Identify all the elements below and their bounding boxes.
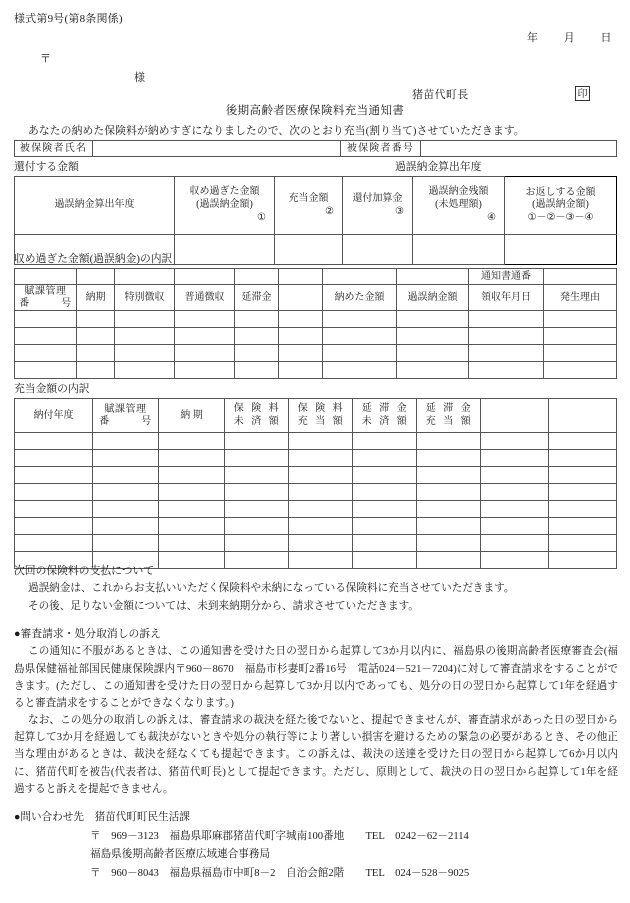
refund-header-remaining: 過誤納金残額 (未処理額) ④ (413, 177, 505, 235)
table-header-row (15, 399, 617, 433)
cell[interactable] (289, 535, 353, 552)
cell[interactable] (544, 328, 617, 345)
cell[interactable] (549, 450, 617, 467)
cell[interactable] (353, 467, 417, 484)
cell[interactable] (417, 484, 481, 501)
cell[interactable] (225, 535, 289, 552)
next-payment-paragraph-2: その後、足りない金額については、未到来納期分から、請求させていただきます。 (28, 600, 419, 612)
allocation-table (14, 398, 617, 569)
spacer-cell (15, 269, 77, 285)
postal-mark-icon: 〒 (90, 867, 101, 879)
cell[interactable] (397, 328, 469, 345)
table-row (15, 518, 617, 535)
cell[interactable] (549, 501, 617, 518)
cell[interactable] (289, 484, 353, 501)
cell[interactable] (115, 311, 175, 328)
cell[interactable] (93, 467, 159, 484)
cell[interactable] (289, 450, 353, 467)
insured-person-table-wrap (14, 140, 616, 157)
refund-value-returned[interactable] (505, 235, 617, 265)
contact-zip-2: 960－8043 (111, 867, 159, 879)
cell[interactable] (323, 362, 397, 379)
spacer-cell (115, 269, 175, 285)
next-payment-heading: 次回の保険料の支払について (14, 565, 155, 577)
date-day-label: 日 (600, 32, 612, 44)
cell[interactable] (77, 362, 115, 379)
cell[interactable] (15, 535, 93, 552)
cell[interactable] (115, 345, 175, 362)
cell[interactable] (15, 328, 77, 345)
contact-section (14, 809, 618, 883)
appeal-paragraph-2: なお、この処分の取消しの訴えは、審査請求の裁決を経た後でないと、提起できませんが、審査請求があった日の翌日から起算して3か月を経過しても裁決がないときや処分の執行等により著しい損害を避けるための緊急の必要があるとき、その他正当な理由があるときは、裁決を経なくても提起できます。この訴えは、裁決の送達を受けた日の翌日から起算して6か月以内に、猪苗代町を被告(代表者は、猪苗代町長)として提起できます。ただし、原則として、裁決の日の翌日から起算して1年を経過すると訴えを提起できません。 (14, 715, 618, 795)
cell[interactable] (93, 518, 159, 535)
overpaid-header-reason: 発生理由 (544, 285, 617, 311)
date-year-label: 年 (527, 32, 539, 44)
allocation-table-wrap (14, 398, 616, 569)
cell[interactable] (353, 433, 417, 450)
overpaid-header-arrears: 延滞金 (235, 285, 279, 311)
table-row (15, 450, 617, 467)
cell[interactable] (353, 501, 417, 518)
contact-office-row-2 (14, 846, 618, 865)
cell[interactable] (353, 450, 417, 467)
cell[interactable] (323, 311, 397, 328)
cell[interactable] (481, 467, 549, 484)
cell[interactable] (417, 450, 481, 467)
table-row (15, 141, 617, 157)
allocation-header-blank-1 (481, 399, 549, 433)
contact-address-1: 福島県耶麻郡猪苗代町字城南100番地 (169, 830, 345, 842)
cell[interactable] (469, 328, 544, 345)
document-title: 後期高齢者医療保険料充当通知書 (225, 105, 405, 117)
cell[interactable] (353, 518, 417, 535)
table-header-row (15, 285, 617, 311)
cell[interactable] (549, 518, 617, 535)
cell[interactable] (481, 433, 549, 450)
cell[interactable] (159, 450, 225, 467)
overpaid-header-blank (279, 285, 323, 311)
refund-value-remaining[interactable] (413, 235, 505, 265)
cell[interactable] (544, 362, 617, 379)
cell[interactable] (417, 501, 481, 518)
spacer-cell (235, 269, 279, 285)
table-row (15, 328, 617, 345)
cell[interactable] (279, 328, 323, 345)
cell[interactable] (397, 345, 469, 362)
form-code: 様式第9号(第8条関係) (14, 13, 123, 25)
refund-header-returned: お返しする金額 (過誤納金額) ①－②－③－④ (505, 177, 617, 235)
allocation-header-premium-allocated: 保 険 料 充 当 額 (289, 399, 353, 433)
overpaid-header-due-date: 納期 (77, 285, 115, 311)
issuer-name: 猪苗代町長 (412, 89, 469, 101)
cell[interactable] (93, 535, 159, 552)
allocation-header-arrears-allocated: 延 滞 金 充 当 額 (417, 399, 481, 433)
cell[interactable] (159, 518, 225, 535)
cell[interactable] (481, 450, 549, 467)
insured-name-value[interactable] (93, 141, 341, 157)
table-row (15, 311, 617, 328)
cell[interactable] (15, 433, 93, 450)
cell[interactable] (15, 501, 93, 518)
cell[interactable] (159, 433, 225, 450)
date-month-label: 月 (563, 32, 576, 44)
cell[interactable] (289, 433, 353, 450)
next-payment-section (14, 563, 618, 615)
refund-section-caption: 還付する金額 (14, 161, 79, 173)
table-row (15, 433, 617, 450)
overpaid-header-receipt-date: 領収年月日 (469, 285, 544, 311)
cell[interactable] (481, 535, 549, 552)
cell[interactable] (77, 311, 115, 328)
cell[interactable] (481, 484, 549, 501)
addressee-honorific: 様 (134, 72, 145, 84)
cell[interactable] (323, 345, 397, 362)
cell[interactable] (549, 484, 617, 501)
allocation-header-arrears-unpaid: 延 滞 金 未 済 額 (353, 399, 417, 433)
cell[interactable] (289, 518, 353, 535)
contact-address-2: 福島県福島市中町8－2 自治会館2階 (169, 867, 345, 879)
contact-tel-label-1: TEL (365, 830, 385, 842)
refund-header-allocated: 充当金額 ② (275, 177, 343, 235)
cell[interactable] (15, 362, 77, 379)
table-row (15, 362, 617, 379)
contact-heading: ●問い合わせ先 (14, 812, 84, 823)
appeal-paragraph-1: この通知に不服があるときは、この通知書を受けた日の翌日から起算して3か月以内に、福島県の後期高齢者医療審査会(福島県保健福祉部国民健康保険課内〒960－8670 福島市杉妻町2番16号 電話024－521－7204)に対して審査請求をすることができます。(ただし、この通知書を受けた日の翌日から起算して3か月以内であっても、処分の日の翌日から起算して1年を経過すると審査請求をすることができなくなります。) (14, 646, 618, 709)
cell[interactable] (159, 501, 225, 518)
contact-tel-label-2: TEL (365, 867, 385, 879)
overpaid-table (14, 268, 617, 379)
cell[interactable] (549, 535, 617, 552)
cell[interactable] (93, 450, 159, 467)
table-row (15, 467, 617, 484)
cell[interactable] (417, 433, 481, 450)
cell[interactable] (469, 311, 544, 328)
allocation-header-premium-unpaid: 保 険 料 未 済 額 (225, 399, 289, 433)
cell[interactable] (15, 311, 77, 328)
cell[interactable] (15, 345, 77, 362)
contact-tel-2: 024－528－9025 (395, 867, 470, 879)
cell[interactable] (235, 311, 279, 328)
spacer-cell (279, 269, 323, 285)
cell[interactable] (397, 362, 469, 379)
cell[interactable] (353, 535, 417, 552)
spacer-cell (175, 269, 235, 285)
cell[interactable] (235, 328, 279, 345)
postal-mark-icon: 〒 (90, 830, 101, 842)
cell[interactable] (225, 433, 289, 450)
cell[interactable] (175, 345, 235, 362)
refund-header-fiscal-year: 過誤納金算出年度 (15, 177, 175, 235)
insured-person-table (14, 140, 617, 157)
cell[interactable] (289, 501, 353, 518)
cell[interactable] (417, 535, 481, 552)
cell[interactable] (279, 362, 323, 379)
allocation-section-caption: 充当金額の内訳 (14, 383, 90, 395)
cell[interactable] (159, 484, 225, 501)
cell[interactable] (15, 518, 93, 535)
cell[interactable] (225, 484, 289, 501)
cell[interactable] (93, 484, 159, 501)
cell[interactable] (544, 345, 617, 362)
overpaid-header-levy-number: 賦課管理 番 号 (15, 285, 77, 311)
cell[interactable] (481, 501, 549, 518)
cell[interactable] (481, 518, 549, 535)
cell[interactable] (93, 501, 159, 518)
overpaid-header-special-collection: 特別徴収 (115, 285, 175, 311)
allocation-header-blank-2 (549, 399, 617, 433)
cell[interactable] (469, 345, 544, 362)
cell[interactable] (279, 311, 323, 328)
contact-office-1: 猪苗代町町民生活課 (94, 812, 190, 823)
spacer-cell (77, 269, 115, 285)
postal-code-mark: 〒 (40, 53, 51, 65)
overpaid-header-ordinary-collection: 普通徴収 (175, 285, 235, 311)
cell[interactable] (417, 467, 481, 484)
table-row (15, 345, 617, 362)
table-row (15, 501, 617, 518)
cell[interactable] (544, 311, 617, 328)
cell[interactable] (175, 311, 235, 328)
cell[interactable] (225, 467, 289, 484)
cell[interactable] (175, 362, 235, 379)
refund-header-overpaid: 収め過ぎた金額 (過誤納金額) ① (175, 177, 275, 235)
overpaid-notice-serial-label: 通知書通番 (469, 269, 544, 285)
overpaid-section-caption: 収め過ぎた金額(過誤納金)の内訳 (14, 253, 173, 265)
cell[interactable] (549, 433, 617, 450)
appeal-heading: ●審査請求・処分取消しの訴え (14, 628, 161, 640)
cell[interactable] (225, 501, 289, 518)
cell[interactable] (115, 362, 175, 379)
cell[interactable] (353, 484, 417, 501)
table-header-row (15, 177, 617, 235)
spacer-cell (323, 269, 397, 285)
cell[interactable] (279, 345, 323, 362)
spacer-cell (397, 269, 469, 285)
contact-heading-row (14, 809, 618, 828)
cell[interactable] (159, 535, 225, 552)
cell[interactable] (225, 518, 289, 535)
refund-header-interest: 還付加算金 ③ (343, 177, 413, 235)
cell[interactable] (175, 328, 235, 345)
cell[interactable] (397, 311, 469, 328)
allocation-header-due-date: 納 期 (159, 399, 225, 433)
cell[interactable] (225, 450, 289, 467)
cell[interactable] (77, 345, 115, 362)
table-row (15, 484, 617, 501)
cell[interactable] (549, 467, 617, 484)
cell[interactable] (159, 467, 225, 484)
appeal-section (14, 626, 618, 798)
cell[interactable] (289, 467, 353, 484)
refund-value-allocated[interactable] (275, 235, 343, 265)
allocation-header-payment-year: 納付年度 (15, 399, 93, 433)
refund-fiscal-year-caption: 過誤納金算出年度 (395, 161, 482, 173)
cell[interactable] (15, 450, 93, 467)
allocation-header-levy-number: 賦課管理 番 号 (93, 399, 159, 433)
contact-zip-1: 969－3123 (111, 830, 159, 842)
date-line (527, 31, 612, 46)
refund-value-interest[interactable] (343, 235, 413, 265)
overpaid-table-wrap (14, 268, 616, 379)
cell[interactable] (469, 362, 544, 379)
cell[interactable] (235, 362, 279, 379)
contact-address-row-2 (14, 865, 618, 884)
contact-address-row-1 (14, 828, 618, 847)
cell[interactable] (323, 328, 397, 345)
insured-name-label: 被保険者氏名 (15, 141, 93, 157)
lead-paragraph: あなたの納めた保険料が納めすぎになりましたので、次のとおり充当(割り当て)させていただきます。 (28, 125, 525, 137)
table-row (15, 535, 617, 552)
overpaid-top-empty-cell (544, 269, 617, 285)
cell[interactable] (77, 328, 115, 345)
overpaid-header-paid-amount: 納めた金額 (323, 285, 397, 311)
overpaid-header-overpaid-amount: 過誤納金額 (397, 285, 469, 311)
cell[interactable] (115, 328, 175, 345)
cell[interactable] (15, 484, 93, 501)
next-payment-paragraph-1: 過誤納金は、これからお支払いいただく保険料や未納になっている保険料に充当させていただきます。 (28, 583, 515, 595)
contact-tel-1: 0242－62－2114 (395, 830, 469, 842)
refund-value-overpaid[interactable] (175, 235, 275, 265)
cell[interactable] (417, 518, 481, 535)
cell[interactable] (93, 433, 159, 450)
cell[interactable] (15, 467, 93, 484)
insured-number-label: 被保険者番号 (341, 141, 421, 157)
cell[interactable] (235, 345, 279, 362)
contact-office-2: 福島県後期高齢者医療広域連合事務局 (90, 849, 271, 861)
insured-number-value[interactable] (421, 141, 617, 157)
seal-stamp-box: 印 (575, 86, 590, 101)
table-header-row-top (15, 269, 617, 285)
